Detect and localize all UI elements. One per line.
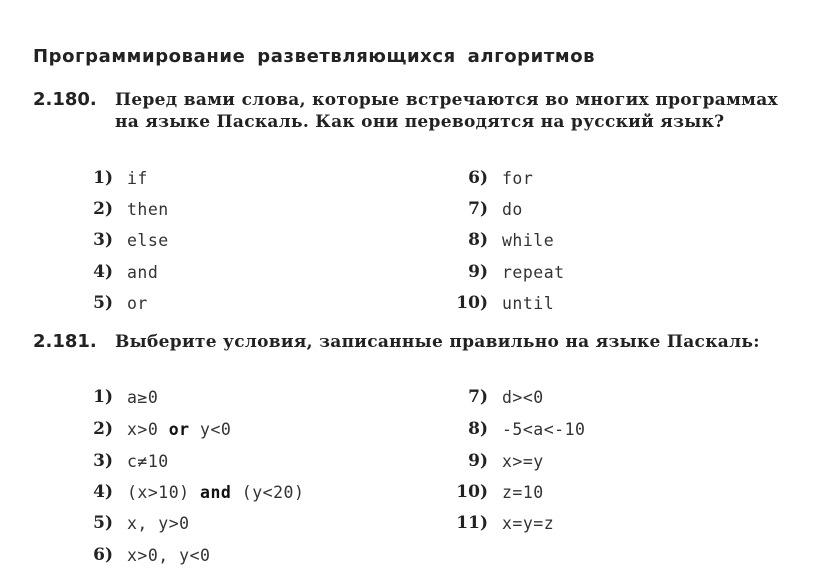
item-number: 3) bbox=[93, 451, 113, 471]
item-code: for bbox=[502, 168, 534, 188]
item-code: and bbox=[127, 262, 159, 282]
list-item bbox=[73, 164, 148, 192]
item-code: until bbox=[502, 293, 555, 313]
list-item bbox=[448, 509, 554, 537]
list-item bbox=[448, 226, 554, 254]
item-number: 1) bbox=[93, 387, 113, 407]
list-item bbox=[73, 258, 158, 286]
task-number-2-181: 2.181. bbox=[33, 331, 97, 352]
item-code: y<0 bbox=[189, 419, 232, 439]
task-text-2-180: Перед вами слова, которые встречаются во многих программах на языке Паскаль. Как они переводятся на русский язык? bbox=[115, 90, 778, 132]
item-code: x>0 bbox=[127, 419, 169, 439]
item-number: 5) bbox=[93, 293, 113, 313]
item-number: 7) bbox=[468, 199, 488, 219]
task-text-2-181: Выберите условия, записанные правильно на языке Паскаль: bbox=[115, 332, 760, 352]
item-number: 11) bbox=[456, 513, 488, 533]
item-number: 1) bbox=[93, 168, 113, 188]
item-number: 5) bbox=[93, 513, 113, 533]
task-number-2-180: 2.180. bbox=[33, 89, 97, 110]
item-number: 10) bbox=[456, 293, 488, 313]
item-code: z=10 bbox=[502, 482, 544, 502]
item-number: 8) bbox=[468, 230, 488, 250]
item-code: while bbox=[502, 230, 555, 250]
item-number: 10) bbox=[456, 482, 488, 502]
list-item bbox=[73, 478, 304, 506]
item-code: a≥0 bbox=[127, 387, 159, 407]
item-number: 4) bbox=[93, 482, 113, 502]
list-item bbox=[73, 541, 210, 569]
item-keyword: and bbox=[200, 482, 232, 502]
section-heading: Программирование разветвляющихся алгоритмов bbox=[33, 46, 596, 67]
list-item bbox=[73, 509, 190, 537]
list-item bbox=[73, 383, 158, 411]
item-number: 9) bbox=[468, 262, 488, 282]
item-code: then bbox=[127, 199, 169, 219]
list-item bbox=[448, 415, 585, 443]
item-code: (y<20) bbox=[231, 482, 305, 502]
item-number: 3) bbox=[93, 230, 113, 250]
item-keyword: or bbox=[168, 419, 190, 439]
item-code: x=y=z bbox=[502, 513, 555, 533]
list-item bbox=[448, 258, 565, 286]
item-number: 6) bbox=[93, 545, 113, 565]
item-code: else bbox=[127, 230, 169, 250]
item-code: d><0 bbox=[502, 387, 544, 407]
item-code: c≠10 bbox=[127, 451, 169, 471]
item-code: if bbox=[127, 168, 148, 188]
list-item bbox=[73, 226, 169, 254]
list-item bbox=[448, 383, 544, 411]
list-item bbox=[448, 164, 533, 192]
list-item bbox=[73, 289, 148, 317]
item-code: -5<a<-10 bbox=[502, 419, 586, 439]
list-item bbox=[448, 195, 523, 223]
list-item bbox=[73, 415, 231, 443]
item-number: 9) bbox=[468, 451, 488, 471]
item-number: 6) bbox=[468, 168, 488, 188]
list-item bbox=[73, 447, 169, 475]
item-code: x, y>0 bbox=[127, 513, 190, 533]
item-number: 2) bbox=[93, 419, 113, 439]
item-code: (x>10) bbox=[127, 482, 201, 502]
item-code: or bbox=[127, 293, 148, 313]
list-item bbox=[448, 447, 544, 475]
item-number: 7) bbox=[468, 387, 488, 407]
item-code: do bbox=[502, 199, 523, 219]
item-number: 4) bbox=[93, 262, 113, 282]
item-code: x>0, y<0 bbox=[127, 545, 211, 565]
item-number: 2) bbox=[93, 199, 113, 219]
list-item bbox=[448, 289, 554, 317]
item-code: repeat bbox=[502, 262, 565, 282]
list-item bbox=[448, 478, 544, 506]
item-number: 8) bbox=[468, 419, 488, 439]
item-code: x>=y bbox=[502, 451, 544, 471]
list-item bbox=[73, 195, 169, 223]
